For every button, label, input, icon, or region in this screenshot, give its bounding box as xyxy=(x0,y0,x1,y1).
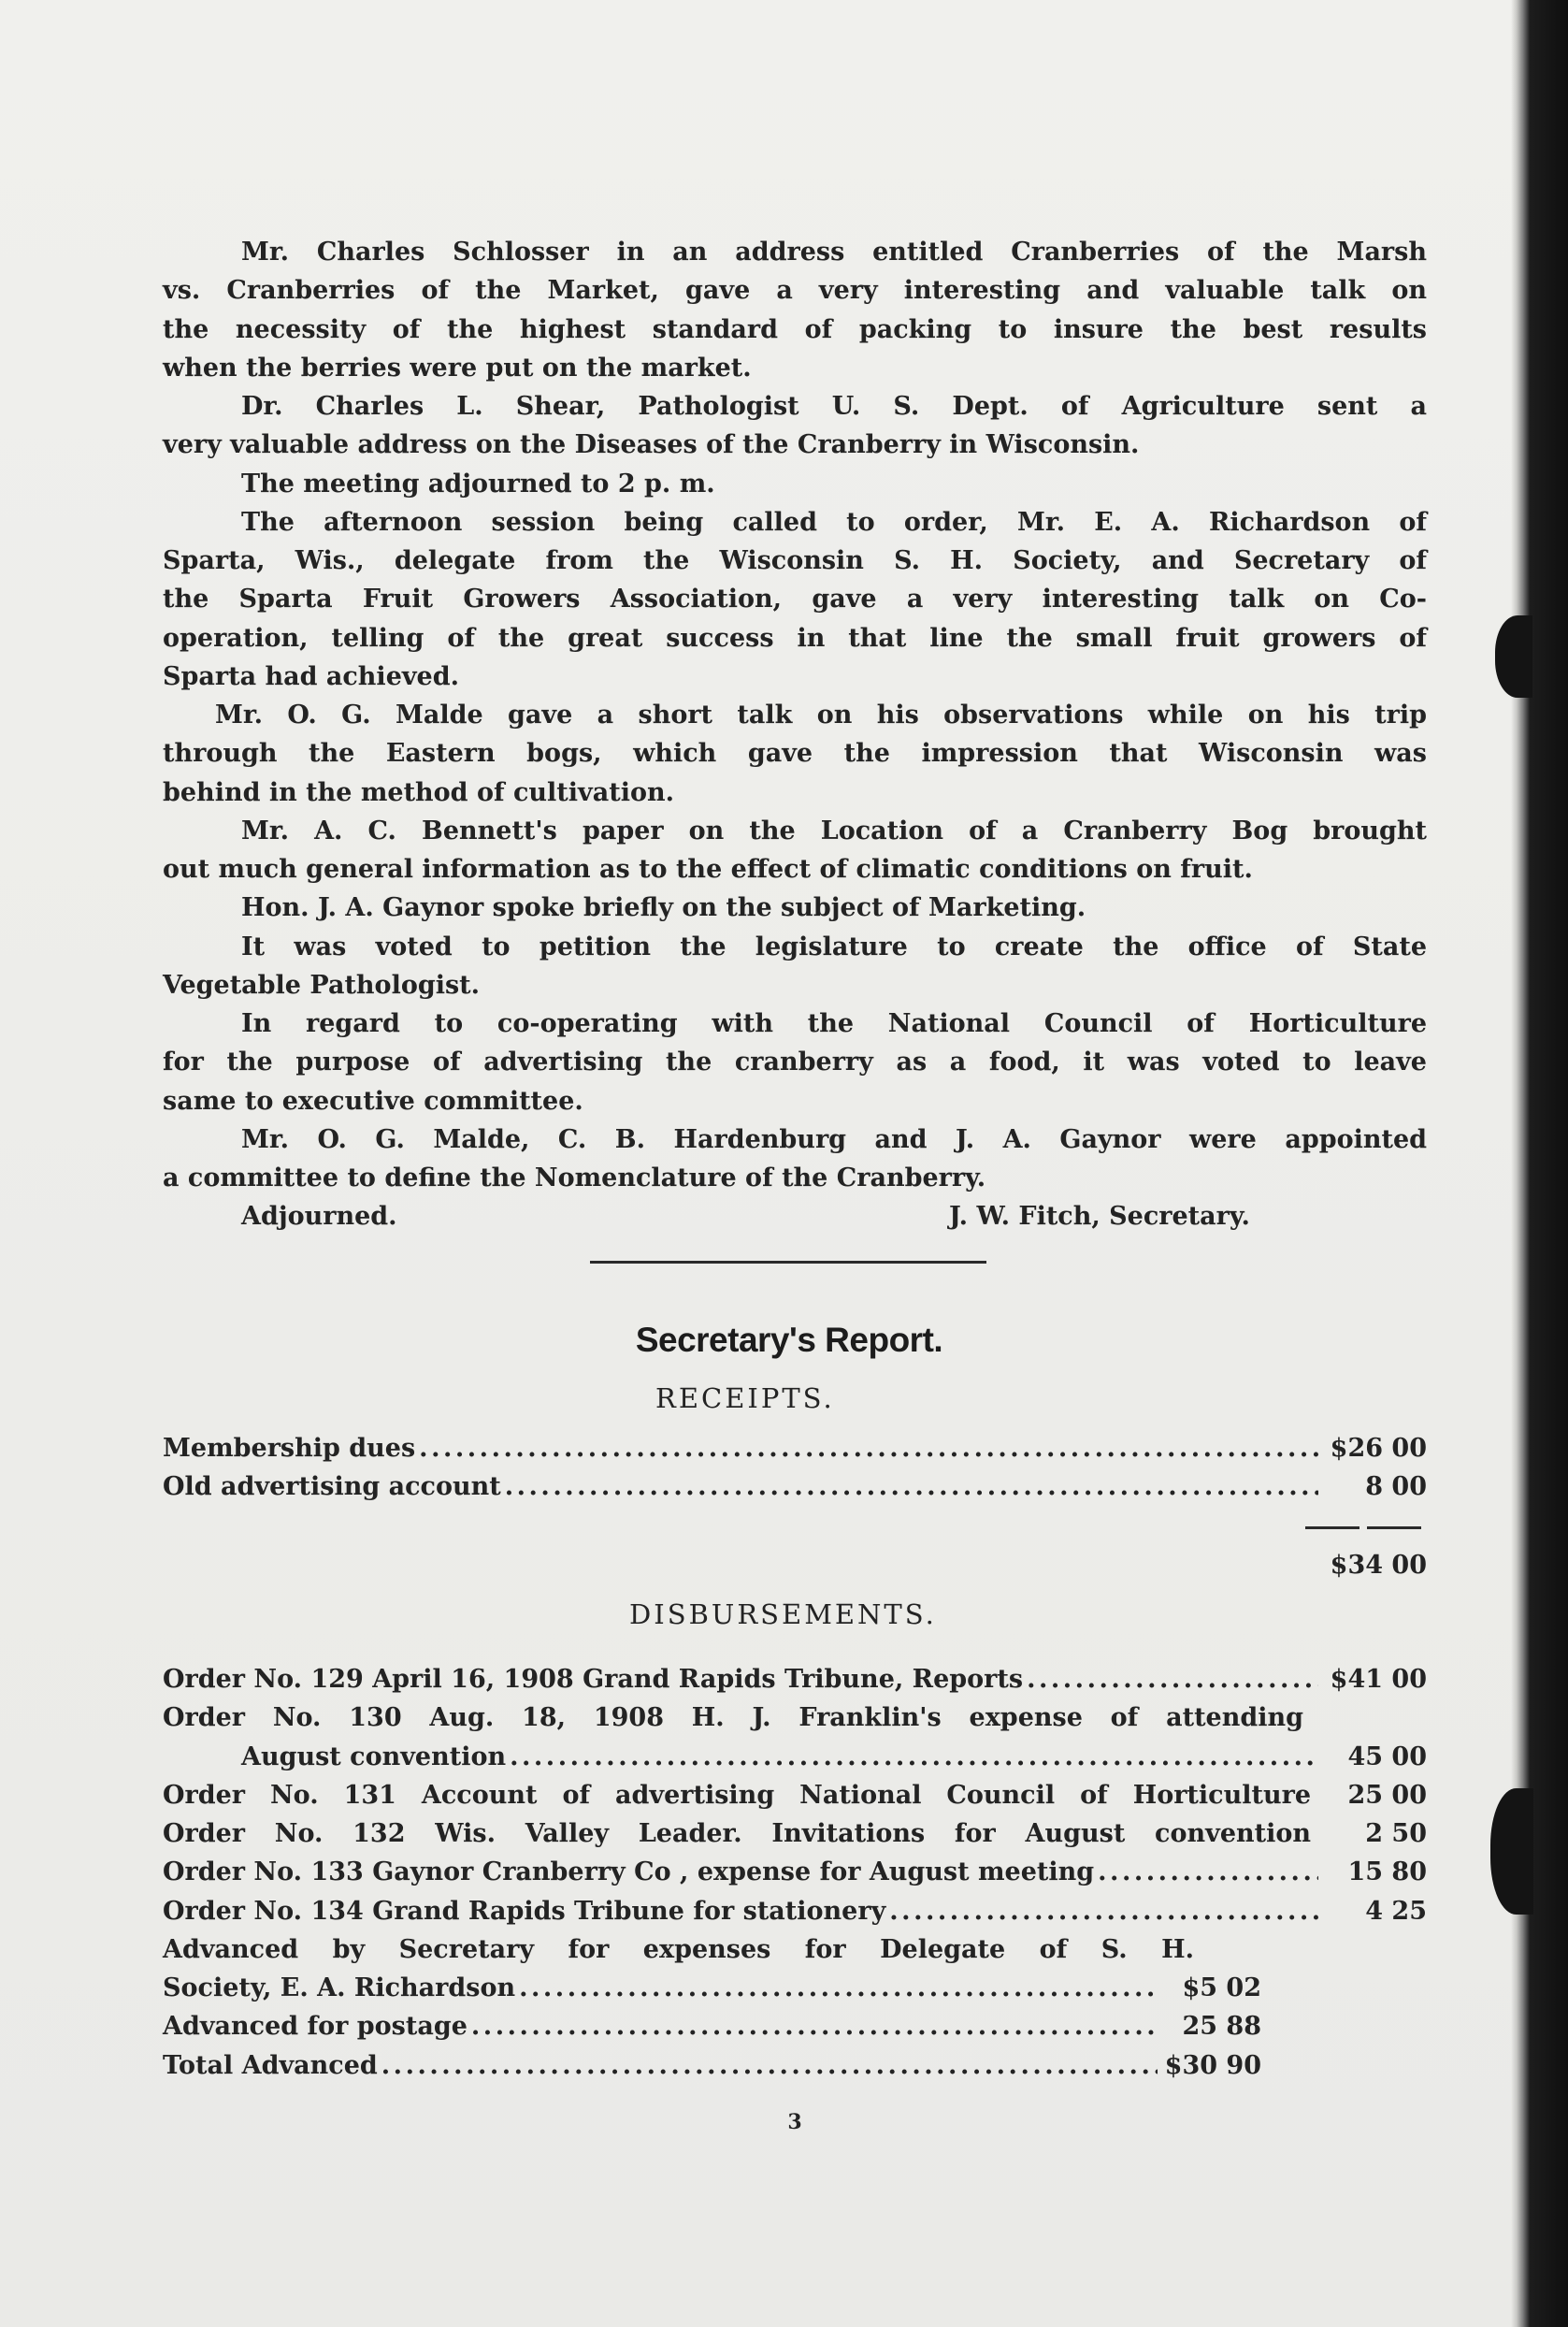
disbursement-label: Order No. 134 Grand Rapids Tribune for stationery xyxy=(163,1896,886,1926)
disbursement-label: Order No. 131 Account of advertising National Council of Horticulture xyxy=(163,1780,1311,1810)
text-line: Dr. Charles L. Shear, Pathologist U. S. Dept. of Agriculture sent a xyxy=(241,392,1427,421)
receipts-total: $34 00 xyxy=(1330,1551,1427,1580)
receipts-heading: RECEIPTS. xyxy=(655,1382,835,1414)
receipt-label: Old advertising account xyxy=(163,1472,501,1502)
secretary-signature: J. W. Fitch, Secretary. xyxy=(949,1202,1250,1232)
disbursement-amount: 25 00 xyxy=(1347,1780,1427,1810)
minutes-paragraph xyxy=(163,1005,1427,1120)
advance-label: Advanced for postage xyxy=(163,2012,468,2042)
minutes-paragraph xyxy=(163,503,1427,696)
receipt-row xyxy=(163,1467,1427,1506)
disbursement-row xyxy=(163,1660,1427,1698)
disbursement-row xyxy=(163,1853,1427,1891)
text-line: Mr. A. C. Bennett's paper on the Location of a Cranberry Bog brought xyxy=(241,816,1427,846)
page-number: 3 xyxy=(787,2110,802,2134)
text-line: the Sparta Fruit Growers Association, gave a very interesting talk on Co- xyxy=(163,585,1427,614)
dot-leader xyxy=(471,2007,1158,2045)
receipt-row xyxy=(163,1429,1427,1467)
text-line: The meeting adjourned to 2 p. m. xyxy=(241,469,715,499)
text-line: It was voted to petition the legislature to create the office of State xyxy=(241,932,1427,961)
text-line: a committee to define the Nomenclature of the Cranberry. xyxy=(163,1164,986,1192)
disbursement-label: Order No. 133 Gaynor Cranberry Co , expense for August meeting xyxy=(163,1857,1095,1887)
text-line: The afternoon session being called to order, Mr. E. A. Richardson of xyxy=(241,507,1427,537)
advance-amount: 25 88 xyxy=(1182,2012,1261,2042)
closing-line xyxy=(163,1197,1427,1236)
text-line: when the berries were put on the market. xyxy=(163,353,752,383)
disbursement-row xyxy=(163,1892,1427,1930)
text-line: same to executive committee. xyxy=(163,1086,583,1116)
binding-clip xyxy=(1495,615,1532,698)
receipt-amount: 8 00 xyxy=(1365,1472,1427,1502)
disbursement-label: Order No. 129 April 16, 1908 Grand Rapids Tribune, Reports xyxy=(163,1665,1024,1694)
text-line: Mr. O. G. Malde, C. B. Hardenburg and J. A. Gaynor were appointed xyxy=(241,1124,1427,1154)
minutes-section xyxy=(163,233,1427,1236)
receipts-list xyxy=(163,1429,1427,1507)
text-line: Mr. Charles Schlosser in an address entitled Cranberries of the Marsh xyxy=(241,238,1427,267)
receipt-label: Membership dues xyxy=(163,1434,416,1463)
section-divider xyxy=(590,1261,986,1264)
dot-leader xyxy=(419,1429,1318,1467)
minutes-paragraph xyxy=(163,387,1427,465)
text-line: out much general information as to the effect of climatic conditions on fruit. xyxy=(163,855,1253,884)
report-title: Secretary's Report. xyxy=(635,1321,943,1359)
disbursement-row-continuation xyxy=(163,1738,1427,1776)
adjourned-text: Adjourned. xyxy=(241,1202,397,1232)
text-line: operation, telling of the great success in that line the small fruit growers of xyxy=(163,623,1427,653)
text-line: Mr. O. G. Malde gave a short talk on his observations while on his trip xyxy=(215,701,1427,730)
minutes-paragraph xyxy=(163,812,1427,889)
disbursement-label: Order No. 132 Wis. Valley Leader. Invitations for August convention xyxy=(163,1819,1311,1848)
text-line: Sparta had achieved. xyxy=(163,661,460,691)
text-line: for the purpose of advertising the cranberry as a food, it was voted to leave xyxy=(163,1048,1427,1077)
text-line: through the Eastern bogs, which gave the impression that Wisconsin was xyxy=(163,739,1427,769)
dot-leader xyxy=(519,1969,1158,2007)
disbursement-amount: 4 25 xyxy=(1365,1896,1427,1926)
dot-leader xyxy=(510,1738,1318,1776)
advance-amount: $30 90 xyxy=(1164,2050,1261,2080)
scan-edge-shadow xyxy=(1511,0,1568,2327)
text-line: Hon. J. A. Gaynor spoke briefly on the subject of Marketing. xyxy=(241,893,1086,923)
disbursement-amount: 2 50 xyxy=(1365,1819,1427,1848)
disbursement-amount: 45 00 xyxy=(1347,1742,1427,1771)
disbursement-label: August convention xyxy=(241,1742,507,1771)
minutes-paragraph xyxy=(163,889,1427,927)
advance-label: Total Advanced xyxy=(163,2050,378,2080)
receipt-amount: $26 00 xyxy=(1330,1434,1427,1463)
disbursements-heading: DISBURSEMENTS. xyxy=(629,1598,937,1630)
text-line: Sparta, Wis., delegate from the Wisconsin S. H. Society, and Secretary of xyxy=(163,546,1427,575)
text-line: Vegetable Pathologist. xyxy=(163,970,481,1000)
minutes-paragraph xyxy=(163,465,1427,503)
minutes-paragraph xyxy=(163,696,1427,812)
dot-leader xyxy=(505,1467,1318,1506)
advances-heading-line: Advanced by Secretary for expenses for Delegate of S. H. xyxy=(163,1934,1194,1964)
disbursement-row xyxy=(163,1814,1427,1853)
dot-leader xyxy=(1027,1660,1318,1698)
disbursement-amount: $41 00 xyxy=(1330,1665,1427,1694)
text-line: vs. Cranberries of the Market, gave a very interesting and valuable talk on xyxy=(163,276,1427,306)
text-line: the necessity of the highest standard of packing to insure the best results xyxy=(163,314,1427,344)
disbursement-row xyxy=(163,1776,1427,1814)
minutes-paragraph xyxy=(163,1120,1427,1198)
advance-label: Society, E. A. Richardson xyxy=(163,1973,516,2002)
disbursements-list xyxy=(163,1660,1427,2085)
dot-leader xyxy=(381,2046,1158,2085)
binding-clip xyxy=(1490,1788,1533,1915)
dot-leader xyxy=(1098,1853,1318,1891)
text-line: behind in the method of cultivation. xyxy=(163,777,674,807)
advance-row xyxy=(163,2007,1261,2045)
minutes-paragraph xyxy=(163,233,1427,387)
advance-total-row xyxy=(163,2046,1261,2085)
minutes-paragraph xyxy=(163,928,1427,1005)
advance-amount: $5 02 xyxy=(1182,1973,1261,2002)
subtotal-rule xyxy=(1305,1526,1421,1529)
disbursement-label: Order No. 130 Aug. 18, 1908 H. J. Franklin's expense of attending xyxy=(163,1703,1303,1733)
advance-row xyxy=(163,1969,1261,2007)
disbursement-row xyxy=(163,1698,1427,1737)
text-line: In regard to co-operating with the National Council of Horticulture xyxy=(241,1009,1427,1038)
disbursement-amount: 15 80 xyxy=(1347,1857,1427,1887)
text-line: very valuable address on the Diseases of the Cranberry in Wisconsin. xyxy=(163,430,1140,460)
dot-leader xyxy=(889,1892,1318,1930)
